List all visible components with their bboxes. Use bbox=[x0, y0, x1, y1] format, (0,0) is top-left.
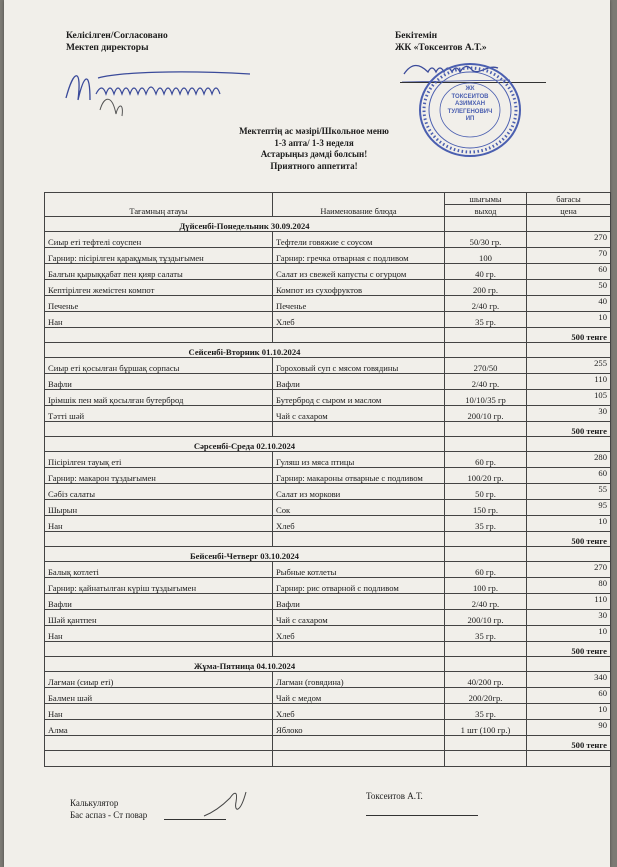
dish-name-kz: Печенье bbox=[45, 296, 273, 312]
stamp-line: АЗИМХАН bbox=[454, 101, 486, 107]
dish-output: 35 гр. bbox=[445, 312, 527, 328]
menu-title bbox=[174, 126, 454, 172]
dish-price: 60 bbox=[527, 688, 611, 704]
day-total: 500 тенге bbox=[527, 642, 611, 657]
empty-cell bbox=[45, 642, 273, 657]
empty-cell bbox=[273, 642, 445, 657]
menu-item-row bbox=[45, 704, 611, 720]
dish-price: 60 bbox=[527, 468, 611, 484]
empty-cell bbox=[273, 751, 445, 767]
header-output-ru: выход bbox=[445, 205, 527, 217]
menu-item-row bbox=[45, 312, 611, 328]
dish-output: 10/10/35 гр bbox=[445, 390, 527, 406]
day-total-row bbox=[45, 642, 611, 657]
dish-price: 55 bbox=[527, 484, 611, 500]
chef-label: Бас аспаз - Ст повар bbox=[70, 810, 148, 820]
header-output-kz: шығымы bbox=[445, 193, 527, 205]
stamp-line: ТОКСЕИТОВ bbox=[451, 93, 489, 100]
menu-item-row bbox=[45, 280, 611, 296]
menu-item-row bbox=[45, 248, 611, 264]
empty-cell bbox=[527, 343, 611, 358]
dish-name-kz: Лағман (сиыр еті) bbox=[45, 672, 273, 688]
dish-output: 200/10 гр. bbox=[445, 406, 527, 422]
dish-name-kz: Гарнир: макарон тұздығымен bbox=[45, 468, 273, 484]
dish-output: 2/40 гр. bbox=[445, 594, 527, 610]
menu-item-row bbox=[45, 720, 611, 736]
dish-name-ru: Тефтели говяжие с соусом bbox=[273, 232, 445, 248]
dish-name-kz: Сәбіз салаты bbox=[45, 484, 273, 500]
dish-output: 40 гр. bbox=[445, 264, 527, 280]
menu-item-row bbox=[45, 672, 611, 688]
chef-signature bbox=[200, 786, 250, 822]
empty-cell bbox=[527, 751, 611, 767]
dish-name-ru: Салат из свежей капусты с огурцом bbox=[273, 264, 445, 280]
dish-name-kz: Нан bbox=[45, 626, 273, 642]
dish-name-ru: Вафли bbox=[273, 374, 445, 390]
dish-name-kz: Балмен шәй bbox=[45, 688, 273, 704]
menu-item-row bbox=[45, 578, 611, 594]
menu-body bbox=[45, 217, 611, 767]
dish-name-ru: Чай с медом bbox=[273, 688, 445, 704]
dish-name-ru: Хлеб bbox=[273, 704, 445, 720]
header-dish-kz: Тағамның атауы bbox=[45, 193, 273, 217]
dish-price: 90 bbox=[527, 720, 611, 736]
empty-cell bbox=[45, 422, 273, 437]
stamp-line: ИП bbox=[465, 116, 475, 122]
calculator-label: Калькулятор bbox=[70, 798, 119, 808]
dish-name-kz: Сиыр еті қосылған бұршақ сорпасы bbox=[45, 358, 273, 374]
dish-name-kz: Балық котлеті bbox=[45, 562, 273, 578]
empty-cell bbox=[45, 736, 273, 751]
menu-item-row bbox=[45, 594, 611, 610]
dish-output: 35 гр. bbox=[445, 626, 527, 642]
dish-name-kz: Гарнир: пісірілген қарақұмық тұздығымен bbox=[45, 248, 273, 264]
empty-cell bbox=[45, 328, 273, 343]
menu-item-row bbox=[45, 562, 611, 578]
menu-item-row bbox=[45, 374, 611, 390]
dish-output: 200 гр. bbox=[445, 280, 527, 296]
title-line: Мектептің ас мәзірі/Школьное меню bbox=[239, 126, 389, 136]
dish-output: 50/30 гр. bbox=[445, 232, 527, 248]
dish-name-ru: Чай с сахаром bbox=[273, 610, 445, 626]
dish-price: 10 bbox=[527, 704, 611, 720]
day-header-row bbox=[45, 437, 611, 452]
dish-name-kz: Ірімшік пен май қосылған бутерброд bbox=[45, 390, 273, 406]
empty-cell bbox=[445, 532, 527, 547]
empty-cell bbox=[445, 422, 527, 437]
title-line: Приятного аппетита! bbox=[270, 160, 358, 171]
empty-cell bbox=[445, 328, 527, 343]
dish-output: 2/40 гр. bbox=[445, 296, 527, 312]
empty-cell bbox=[527, 437, 611, 452]
dish-name-ru: Гарнир: рис отварной с подливом bbox=[273, 578, 445, 594]
day-title: Дүйсенбі-Понедельник 30.09.2024 bbox=[45, 217, 445, 232]
dish-price: 50 bbox=[527, 280, 611, 296]
dish-output: 100 bbox=[445, 248, 527, 264]
dish-price: 40 bbox=[527, 296, 611, 312]
dish-name-kz: Шырын bbox=[45, 500, 273, 516]
dish-name-kz: Нан bbox=[45, 312, 273, 328]
dish-name-kz: Нан bbox=[45, 704, 273, 720]
dish-price: 10 bbox=[527, 312, 611, 328]
dish-price: 270 bbox=[527, 232, 611, 248]
menu-table bbox=[44, 192, 611, 767]
dish-price: 280 bbox=[527, 452, 611, 468]
day-header-row bbox=[45, 343, 611, 358]
menu-item-row bbox=[45, 296, 611, 312]
stamp-line: ЖК bbox=[465, 86, 475, 92]
day-title: Бейсенбі-Четверг 03.10.2024 bbox=[45, 547, 445, 562]
dish-output: 35 гр. bbox=[445, 516, 527, 532]
dish-name-kz: Сиыр еті тефтелі соуспен bbox=[45, 232, 273, 248]
dish-price: 95 bbox=[527, 500, 611, 516]
menu-item-row bbox=[45, 610, 611, 626]
day-header-row bbox=[45, 547, 611, 562]
empty-cell bbox=[445, 642, 527, 657]
dish-price: 270 bbox=[527, 562, 611, 578]
day-total: 500 тенге bbox=[527, 736, 611, 751]
dish-name-kz: Нан bbox=[45, 516, 273, 532]
dish-output: 60 гр. bbox=[445, 562, 527, 578]
day-total-row bbox=[45, 328, 611, 343]
dish-name-ru: Хлеб bbox=[273, 626, 445, 642]
dish-name-ru: Яблоко bbox=[273, 720, 445, 736]
dish-name-ru: Хлеб bbox=[273, 312, 445, 328]
empty-row bbox=[45, 751, 611, 767]
menu-item-row bbox=[45, 390, 611, 406]
director-signature bbox=[60, 60, 280, 120]
school-director-label: Мектеп директоры bbox=[66, 43, 149, 53]
menu-item-row bbox=[45, 688, 611, 704]
day-total: 500 тенге bbox=[527, 328, 611, 343]
dish-name-kz: Балғын қырыққабат пен қияр салаты bbox=[45, 264, 273, 280]
title-line: 1-3 апта/ 1-3 неделя bbox=[274, 137, 354, 148]
empty-cell bbox=[45, 751, 273, 767]
menu-item-row bbox=[45, 232, 611, 248]
header-price-kz: бағасы bbox=[527, 193, 611, 205]
dish-name-kz: Гарнир: қайнатылған күріш тұздығымен bbox=[45, 578, 273, 594]
dish-price: 10 bbox=[527, 516, 611, 532]
header-price-ru: цена bbox=[527, 205, 611, 217]
empty-cell bbox=[445, 657, 527, 672]
empty-cell bbox=[527, 657, 611, 672]
title-line: Астарыңыз дәмді болсын! bbox=[260, 149, 368, 159]
dish-output: 1 шт (100 гр.) bbox=[445, 720, 527, 736]
empty-cell bbox=[45, 532, 273, 547]
day-header-row bbox=[45, 657, 611, 672]
dish-price: 110 bbox=[527, 374, 611, 390]
dish-output: 50 гр. bbox=[445, 484, 527, 500]
header-dish-ru: Наименование блюда bbox=[273, 193, 445, 217]
signer-name: Токсеитов А.Т. bbox=[366, 791, 423, 801]
dish-price: 105 bbox=[527, 390, 611, 406]
day-title: Жұма-Пятница 04.10.2024 bbox=[45, 657, 445, 672]
dish-price: 80 bbox=[527, 578, 611, 594]
menu-item-row bbox=[45, 626, 611, 642]
dish-name-ru: Бутерброд с сыром и маслом bbox=[273, 390, 445, 406]
dish-name-ru: Хлеб bbox=[273, 516, 445, 532]
dish-name-kz: Вафли bbox=[45, 374, 273, 390]
dish-price: 340 bbox=[527, 672, 611, 688]
day-total-row bbox=[45, 736, 611, 751]
dish-name-ru: Рыбные котлеты bbox=[273, 562, 445, 578]
day-title: Сейсенбі-Вторник 01.10.2024 bbox=[45, 343, 445, 358]
dish-output: 100/20 гр. bbox=[445, 468, 527, 484]
dish-name-ru: Салат из моркови bbox=[273, 484, 445, 500]
dish-price: 10 bbox=[527, 626, 611, 642]
dish-output: 40/200 гр. bbox=[445, 672, 527, 688]
approved-label: Келісілген/Согласовано bbox=[66, 31, 168, 41]
menu-item-row bbox=[45, 452, 611, 468]
entrepreneur-label: ЖК «Токсеитов А.Т.» bbox=[395, 43, 487, 53]
empty-cell bbox=[273, 328, 445, 343]
approve-label: Бекітемін bbox=[395, 31, 438, 41]
day-total: 500 тенге bbox=[527, 422, 611, 437]
dish-name-ru: Чай с сахаром bbox=[273, 406, 445, 422]
dish-name-ru: Вафли bbox=[273, 594, 445, 610]
empty-cell bbox=[273, 532, 445, 547]
dish-price: 110 bbox=[527, 594, 611, 610]
dish-price: 70 bbox=[527, 248, 611, 264]
empty-cell bbox=[445, 343, 527, 358]
empty-cell bbox=[445, 547, 527, 562]
menu-item-row bbox=[45, 406, 611, 422]
empty-cell bbox=[273, 422, 445, 437]
menu-item-row bbox=[45, 516, 611, 532]
day-title: Сәрсенбі-Среда 02.10.2024 bbox=[45, 437, 445, 452]
empty-cell bbox=[527, 217, 611, 232]
dish-name-ru: Сок bbox=[273, 500, 445, 516]
empty-cell bbox=[445, 736, 527, 751]
menu-item-row bbox=[45, 264, 611, 280]
dish-name-ru: Гороховый суп с мясом говядины bbox=[273, 358, 445, 374]
dish-name-ru: Гуляш из мяса птицы bbox=[273, 452, 445, 468]
day-total: 500 тенге bbox=[527, 532, 611, 547]
dish-name-ru: Компот из сухофруктов bbox=[273, 280, 445, 296]
dish-output: 200/10 гр. bbox=[445, 610, 527, 626]
dish-output: 270/50 bbox=[445, 358, 527, 374]
dish-name-kz: Алма bbox=[45, 720, 273, 736]
menu-item-row bbox=[45, 358, 611, 374]
dish-price: 30 bbox=[527, 610, 611, 626]
empty-cell bbox=[445, 437, 527, 452]
menu-item-row bbox=[45, 468, 611, 484]
dish-name-ru: Гарнир: гречка отварная с подливом bbox=[273, 248, 445, 264]
dish-name-kz: Пісірілген тауық еті bbox=[45, 452, 273, 468]
menu-document bbox=[4, 0, 610, 867]
dish-output: 200/20гр. bbox=[445, 688, 527, 704]
empty-cell bbox=[527, 547, 611, 562]
dish-name-ru: Лагман (говядина) bbox=[273, 672, 445, 688]
empty-cell bbox=[273, 736, 445, 751]
dish-name-kz: Шәй қантпен bbox=[45, 610, 273, 626]
dish-name-kz: Вафли bbox=[45, 594, 273, 610]
dish-output: 150 гр. bbox=[445, 500, 527, 516]
menu-item-row bbox=[45, 500, 611, 516]
dish-output: 2/40 гр. bbox=[445, 374, 527, 390]
day-total-row bbox=[45, 422, 611, 437]
dish-name-kz: Тәтті шәй bbox=[45, 406, 273, 422]
dish-output: 100 гр. bbox=[445, 578, 527, 594]
empty-cell bbox=[445, 217, 527, 232]
dish-price: 30 bbox=[527, 406, 611, 422]
stamp-line: ТУЛЕГЕНОВИЧ bbox=[447, 108, 493, 115]
dish-name-ru: Печенье bbox=[273, 296, 445, 312]
signer-line bbox=[366, 815, 478, 816]
dish-output: 60 гр. bbox=[445, 452, 527, 468]
dish-name-kz: Кептірілген жемістен компот bbox=[45, 280, 273, 296]
dish-output: 35 гр. bbox=[445, 704, 527, 720]
dish-price: 60 bbox=[527, 264, 611, 280]
empty-cell bbox=[445, 751, 527, 767]
menu-item-row bbox=[45, 484, 611, 500]
dish-name-ru: Гарнир: макароны отварные с подливом bbox=[273, 468, 445, 484]
day-total-row bbox=[45, 532, 611, 547]
dish-price: 255 bbox=[527, 358, 611, 374]
day-header-row bbox=[45, 217, 611, 232]
